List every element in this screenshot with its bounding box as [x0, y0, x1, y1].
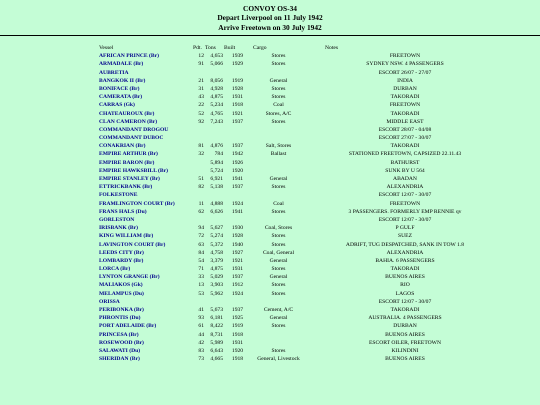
- built-cell: 1926: [231, 159, 244, 166]
- table-row: [99, 118, 505, 126]
- pdt-cell: [192, 298, 204, 306]
- tons-cell: 6,626: [210, 208, 223, 215]
- notes-cell: ESCORT 12/07 - 30/07: [378, 216, 432, 223]
- notes-cell: BATHURST: [390, 159, 420, 166]
- vessel-name[interactable]: PRINCESA (Br): [99, 331, 139, 338]
- tons-cell: 5,066: [210, 61, 223, 68]
- table-row: [99, 142, 505, 150]
- notes-cell: LAGOS: [395, 290, 415, 297]
- pdt-cell: [192, 216, 204, 224]
- notes-cell: ABADAN: [393, 176, 417, 182]
- pdt-cell: [192, 167, 204, 175]
- cargo-cell: Stores: [271, 266, 286, 273]
- notes-cell: TAKORADI: [390, 94, 420, 101]
- table-row: [99, 306, 505, 314]
- pdt-cell: 52: [198, 110, 204, 117]
- vessel-name[interactable]: MELAMPUS (Du): [99, 290, 144, 297]
- built-cell: 1919: [231, 323, 244, 330]
- table-row: [99, 232, 505, 240]
- col-built: Built: [224, 45, 236, 51]
- vessel-name[interactable]: CHATEAUROUX (Br): [99, 110, 155, 117]
- vessel-name[interactable]: FOLKESTONE: [99, 192, 138, 199]
- built-cell: 1942: [231, 151, 244, 158]
- pdt-cell: 54: [198, 257, 204, 264]
- cargo-cell: General: [269, 257, 288, 264]
- pdt-cell: 63: [198, 241, 204, 248]
- tons-cell: 4,665: [210, 356, 223, 363]
- notes-cell: ESCORT 28/07 - 04/08: [378, 126, 432, 133]
- pdt-cell: 33: [198, 274, 204, 281]
- tons-cell: 4,875: [210, 94, 223, 101]
- cargo-cell: [252, 191, 305, 199]
- table-row: [99, 175, 505, 183]
- vessel-name[interactable]: MALIAKOS (Gk): [99, 282, 143, 289]
- vessel-name[interactable]: SALAWATI (Du): [99, 347, 141, 354]
- notes-cell: TAKORADI: [390, 307, 420, 313]
- tons-cell: 4,765: [210, 110, 223, 117]
- built-cell: [223, 191, 252, 199]
- pdt-cell: 84: [198, 249, 204, 256]
- cargo-cell: Coal: [273, 102, 284, 109]
- notes-cell: STATIONED FREETOWN, CAPSIZED 22.11.43: [348, 151, 462, 158]
- built-cell: 1940: [231, 241, 244, 248]
- built-cell: 1924: [231, 290, 244, 297]
- cargo-cell: General: [269, 77, 288, 84]
- notes-cell: ALEXANDRIA: [386, 184, 424, 191]
- built-cell: 1937: [231, 184, 244, 191]
- cargo-cell: [252, 339, 305, 347]
- notes-cell: SYDNEY NSW. 4 PASSENGERS: [366, 61, 444, 68]
- tons-cell: 5,989: [210, 339, 223, 346]
- vessel-name[interactable]: PERIBONKA (Br): [99, 307, 144, 313]
- cargo-cell: Stores: [271, 85, 286, 92]
- built-cell: 1918: [231, 102, 244, 109]
- vessel-name[interactable]: AFRICAN PRINCE (Br): [99, 53, 159, 60]
- built-cell: 1937: [231, 143, 244, 150]
- col-pdt: Pdt.: [193, 45, 202, 51]
- table-row: [99, 101, 505, 109]
- pdt-cell: 61: [198, 323, 204, 330]
- cargo-cell: General: [269, 315, 288, 322]
- notes-cell: BUENOS AIRES: [385, 274, 425, 281]
- tons-cell: 3,379: [210, 257, 223, 264]
- table-row: [99, 85, 505, 93]
- built-cell: 1928: [231, 233, 244, 240]
- tons-cell: [204, 191, 223, 199]
- pdt-cell: 43: [198, 94, 204, 101]
- tons-cell: 5,894: [210, 159, 223, 166]
- vessel-name[interactable]: ETTRICKBANK (Br): [99, 184, 153, 191]
- cargo-cell: [252, 69, 305, 77]
- built-cell: 1928: [231, 85, 244, 92]
- table-row: [99, 347, 505, 355]
- tons-cell: [204, 69, 223, 77]
- cargo-cell: Stores: [271, 323, 286, 330]
- cargo-cell: [252, 126, 305, 134]
- pdt-cell: 32: [198, 151, 204, 158]
- table-header-row: [99, 44, 505, 52]
- built-cell: 1920: [231, 347, 244, 354]
- notes-cell: ESCORT 27/07 - 30/07: [378, 135, 432, 142]
- built-cell: 1918: [231, 356, 244, 363]
- table-row: [99, 339, 505, 347]
- cargo-cell: Stores: [271, 347, 286, 354]
- cargo-cell: Stores: [271, 118, 286, 125]
- table-row: [99, 298, 505, 306]
- vessel-name[interactable]: CONAKRIAN (Br): [99, 143, 146, 150]
- vessel-name[interactable]: SHERIDAN (Br): [99, 356, 140, 363]
- notes-cell: TAKORADI: [390, 266, 420, 273]
- tons-cell: 4,876: [210, 143, 223, 150]
- notes-cell: RIO: [400, 282, 410, 289]
- built-cell: 1931: [231, 339, 244, 346]
- cargo-cell: Stores: [271, 94, 286, 101]
- cargo-cell: Cement, A/C: [263, 307, 294, 313]
- cargo-cell: General: [269, 274, 288, 281]
- notes-cell: TAKORADI: [390, 110, 420, 117]
- cargo-cell: Coal, General: [262, 249, 295, 256]
- vessel-name[interactable]: EMPIRE ARTHUR (Br): [99, 151, 158, 158]
- built-cell: 1931: [231, 266, 244, 273]
- vessel-name[interactable]: BANGKOK II (Br): [99, 77, 146, 84]
- built-cell: 1919: [231, 77, 244, 84]
- cargo-cell: Stores: [271, 61, 286, 68]
- table-row: [99, 110, 505, 118]
- pdt-cell: 31: [198, 85, 204, 92]
- notes-cell: BUENOS AIRES: [385, 331, 425, 338]
- pdt-cell: 91: [198, 61, 204, 68]
- cargo-cell: Stores: [271, 53, 286, 60]
- cargo-cell: [252, 216, 305, 224]
- cargo-cell: General, Livestock: [257, 356, 300, 363]
- notes-cell: ESCORT 12/07 - 30/07: [378, 192, 432, 199]
- tons-cell: 5,372: [210, 241, 223, 248]
- pdt-cell: 51: [198, 176, 204, 182]
- page-header: [0, 0, 540, 32]
- tons-cell: 6,643: [210, 347, 223, 354]
- vessel-name[interactable]: CAMERATA (Br): [99, 94, 143, 101]
- tons-cell: 8,422: [210, 323, 223, 330]
- tons-cell: 6,921: [210, 176, 223, 182]
- built-cell: 1939: [231, 53, 244, 60]
- notes-cell: SUNK BY U 564: [385, 167, 425, 174]
- pdt-cell: 44: [198, 331, 204, 338]
- col-tons: Tons: [205, 45, 216, 51]
- vessel-name[interactable]: PHRONTIS (Du): [99, 315, 141, 322]
- vessel-name[interactable]: LOMBARDY (Br): [99, 257, 144, 264]
- table-row: [99, 150, 505, 158]
- vessel-name[interactable]: BONIFACE (Br): [99, 85, 140, 92]
- vessel-name[interactable]: ROSEWOOD (Br): [99, 339, 144, 346]
- table-row: [99, 77, 505, 85]
- table-row: [99, 322, 505, 330]
- vessel-name[interactable]: LYNTON GRANGE (Br): [99, 274, 160, 281]
- tons-cell: 3,903: [210, 282, 223, 289]
- vessel-name[interactable]: AUBRETIA: [99, 69, 129, 76]
- cargo-cell: [252, 167, 305, 175]
- pdt-cell: 53: [198, 290, 204, 297]
- convoy-title: CONVOY OS-34: [243, 4, 297, 13]
- cargo-cell: Stores: [271, 282, 286, 289]
- table-row: [99, 52, 505, 60]
- notes-cell: ALEXANDRIA: [386, 249, 424, 256]
- table-row: [99, 208, 505, 216]
- vessel-name[interactable]: ORISSA: [99, 298, 120, 305]
- pdt-cell: 22: [198, 102, 204, 109]
- pdt-cell: 13: [198, 282, 204, 289]
- vessel-name[interactable]: IRISBANK (Br): [99, 225, 139, 232]
- table-row: [99, 191, 505, 199]
- vessel-name[interactable]: EMPIRE BARON (Br): [99, 159, 155, 166]
- notes-cell: 3 PASSENGERS. FORMERLY EMP RENNIE qv: [348, 208, 462, 215]
- cargo-cell: General: [269, 176, 288, 182]
- built-cell: 1931: [231, 94, 244, 101]
- tons-cell: 5,627: [210, 225, 223, 232]
- tons-cell: 5,234: [210, 102, 223, 109]
- tons-cell: 4,653: [210, 53, 223, 60]
- cargo-cell: [252, 159, 305, 167]
- vessel-name[interactable]: FRAMLINGTON COURT (Br): [99, 200, 175, 207]
- table-row: [99, 249, 505, 257]
- cargo-cell: Stores: [271, 184, 286, 191]
- table-row: [99, 281, 505, 289]
- table-row: [99, 265, 505, 273]
- pdt-cell: [192, 134, 204, 142]
- pdt-cell: 81: [198, 143, 204, 150]
- cargo-cell: Stores, A/C: [265, 110, 292, 117]
- pdt-cell: 93: [198, 315, 204, 322]
- cargo-cell: Stores: [271, 290, 286, 297]
- vessel-name[interactable]: EMPIRE STANLEY (Br): [99, 176, 160, 182]
- tons-cell: [204, 126, 223, 134]
- notes-cell: TAKORADI: [390, 143, 420, 150]
- cargo-cell: Coal, Stores: [264, 225, 293, 232]
- cargo-cell: [252, 134, 305, 142]
- tons-cell: 5,274: [210, 233, 223, 240]
- tons-cell: 4,888: [210, 200, 223, 207]
- built-cell: 1929: [231, 61, 244, 68]
- built-cell: 1941: [231, 208, 244, 215]
- pdt-cell: [192, 126, 204, 134]
- pdt-cell: 12: [198, 53, 204, 60]
- vessel-name[interactable]: EMPIRE HAWKSBILL (Br): [99, 167, 168, 174]
- cargo-cell: Stores: [271, 208, 286, 215]
- pdt-cell: 73: [198, 356, 204, 363]
- pdt-cell: 62: [198, 208, 204, 215]
- vessel-name[interactable]: ARMADALE (Br): [99, 61, 144, 68]
- vessel-name[interactable]: FRANS HALS (Du): [99, 208, 147, 215]
- notes-cell: AUSTRALIA. 4 PASSENGERS: [368, 315, 442, 322]
- pdt-cell: 71: [198, 266, 204, 273]
- built-cell: 1925: [231, 315, 244, 322]
- built-cell: 1921: [231, 257, 244, 264]
- tons-cell: 5,724: [210, 167, 223, 174]
- table-row: [99, 224, 505, 232]
- col-notes: Notes: [325, 45, 339, 51]
- col-vessel: Vessel: [99, 45, 114, 51]
- built-cell: 1937: [231, 118, 244, 125]
- vessel-name[interactable]: LORCA (Br): [99, 266, 131, 273]
- vessel-name[interactable]: COMMANDANT DROGOU: [99, 126, 169, 133]
- built-cell: 1941: [231, 176, 244, 182]
- vessel-name[interactable]: LEEDS CITY (Br): [99, 249, 144, 256]
- tons-cell: 4,758: [210, 249, 223, 256]
- tons-cell: 5,962: [210, 290, 223, 297]
- notes-cell: KILINDINI: [391, 347, 419, 354]
- table-row: [99, 60, 505, 68]
- table-row: [99, 159, 505, 167]
- built-cell: 1930: [231, 225, 244, 232]
- tons-cell: 4,875: [210, 266, 223, 273]
- notes-cell: FREETOWN: [389, 53, 421, 60]
- built-cell: [223, 126, 252, 134]
- table-row: [99, 216, 505, 224]
- notes-cell: MIDDLE EAST: [386, 118, 424, 125]
- table-row: [99, 273, 505, 281]
- pdt-cell: [192, 69, 204, 77]
- col-cargo: Cargo: [253, 45, 267, 51]
- table-row: [99, 241, 505, 249]
- pdt-cell: 21: [198, 77, 204, 84]
- notes-cell: ADRIFT, TUG DESPATCHED, SANK IN TOW 1.8: [345, 241, 465, 248]
- vessel-name[interactable]: PORT ADELAIDE (Br): [99, 323, 157, 330]
- pdt-cell: 41: [198, 307, 204, 313]
- tons-cell: [204, 134, 223, 142]
- pdt-cell: 92: [198, 118, 204, 125]
- tons-cell: 6,181: [210, 315, 223, 322]
- table-row: [99, 257, 505, 265]
- built-cell: 1918: [231, 331, 244, 338]
- cargo-cell: [252, 331, 305, 339]
- vessel-name[interactable]: LAVINGTON COURT (Br): [99, 241, 166, 248]
- notes-cell: FREETOWN: [389, 102, 421, 109]
- header-divider: [0, 35, 540, 36]
- table-row: [99, 69, 505, 77]
- table-row: [99, 126, 505, 134]
- convoy-table: [99, 44, 505, 363]
- table-row: [99, 167, 505, 175]
- cargo-cell: Ballast: [270, 151, 287, 158]
- vessel-name[interactable]: CLAN CAMERON (Br): [99, 118, 158, 125]
- tons-cell: 5,138: [210, 184, 223, 191]
- pdt-cell: [192, 159, 204, 167]
- built-cell: [223, 134, 252, 142]
- tons-cell: 7,243: [210, 118, 223, 125]
- notes-cell: DURBAN: [393, 85, 417, 92]
- table-row: [99, 355, 505, 363]
- table-row: [99, 134, 505, 142]
- built-cell: 1924: [231, 200, 244, 207]
- vessel-name[interactable]: CARRAS (Gk): [99, 102, 135, 109]
- table-body: [99, 52, 505, 363]
- notes-cell: DURBAN: [393, 323, 417, 330]
- vessel-name[interactable]: GORLESTON: [99, 216, 135, 223]
- pdt-cell: 11: [198, 200, 204, 207]
- table-row: [99, 93, 505, 101]
- built-cell: 1927: [231, 249, 244, 256]
- pdt-cell: 94: [198, 225, 204, 232]
- built-cell: 1912: [231, 282, 244, 289]
- cargo-cell: Stores: [271, 241, 286, 248]
- vessel-name[interactable]: COMMANDANT DUBOC: [99, 135, 164, 142]
- notes-cell: ESCORT OILER, FREETOWN: [368, 339, 442, 346]
- tons-cell: 8,731: [210, 331, 223, 338]
- pdt-cell: 42: [198, 339, 204, 346]
- built-cell: [223, 298, 252, 306]
- notes-cell: ESCORT 12/07 - 30/07: [378, 298, 432, 305]
- pdt-cell: 82: [198, 184, 204, 191]
- built-cell: [223, 216, 252, 224]
- notes-cell: P GULF: [395, 225, 415, 232]
- built-cell: 1920: [231, 167, 244, 174]
- pdt-cell: [192, 191, 204, 199]
- notes-cell: FREETOWN: [389, 200, 421, 207]
- table-row: [99, 314, 505, 322]
- cargo-cell: Stores: [271, 233, 286, 240]
- tons-cell: [204, 216, 223, 224]
- notes-cell: BAHIA. 6 PASSENGERS: [375, 257, 435, 264]
- depart-line: Depart Liverpool on 11 July 1942: [217, 13, 323, 23]
- cargo-cell: Coal: [273, 200, 284, 207]
- notes-cell: INDIA: [397, 77, 413, 84]
- table-row: [99, 183, 505, 191]
- table-row: [99, 200, 505, 208]
- vessel-name[interactable]: KING WILLIAM (Br): [99, 233, 154, 240]
- tons-cell: 8,056: [210, 77, 223, 84]
- arrive-line: Arrive Freetown on 30 July 1942: [218, 22, 322, 32]
- built-cell: 1937: [231, 274, 244, 281]
- tons-cell: 5,673: [210, 307, 223, 313]
- table-row: [99, 290, 505, 298]
- built-cell: 1921: [231, 110, 244, 117]
- notes-cell: BUENOS AIRES: [385, 356, 425, 363]
- notes-cell: ESCORT 26/07 - 27/07: [378, 69, 432, 76]
- tons-cell: 784: [214, 151, 223, 158]
- built-cell: [223, 69, 252, 77]
- pdt-cell: 83: [198, 347, 204, 354]
- built-cell: 1937: [231, 307, 244, 313]
- cargo-cell: Salt, Stores: [265, 143, 292, 150]
- cargo-cell: [252, 298, 305, 306]
- notes-cell: SUEZ: [398, 233, 412, 240]
- table-row: [99, 331, 505, 339]
- tons-cell: 4,928: [210, 85, 223, 92]
- tons-cell: [204, 298, 223, 306]
- pdt-cell: 72: [198, 233, 204, 240]
- tons-cell: 5,029: [210, 274, 223, 281]
